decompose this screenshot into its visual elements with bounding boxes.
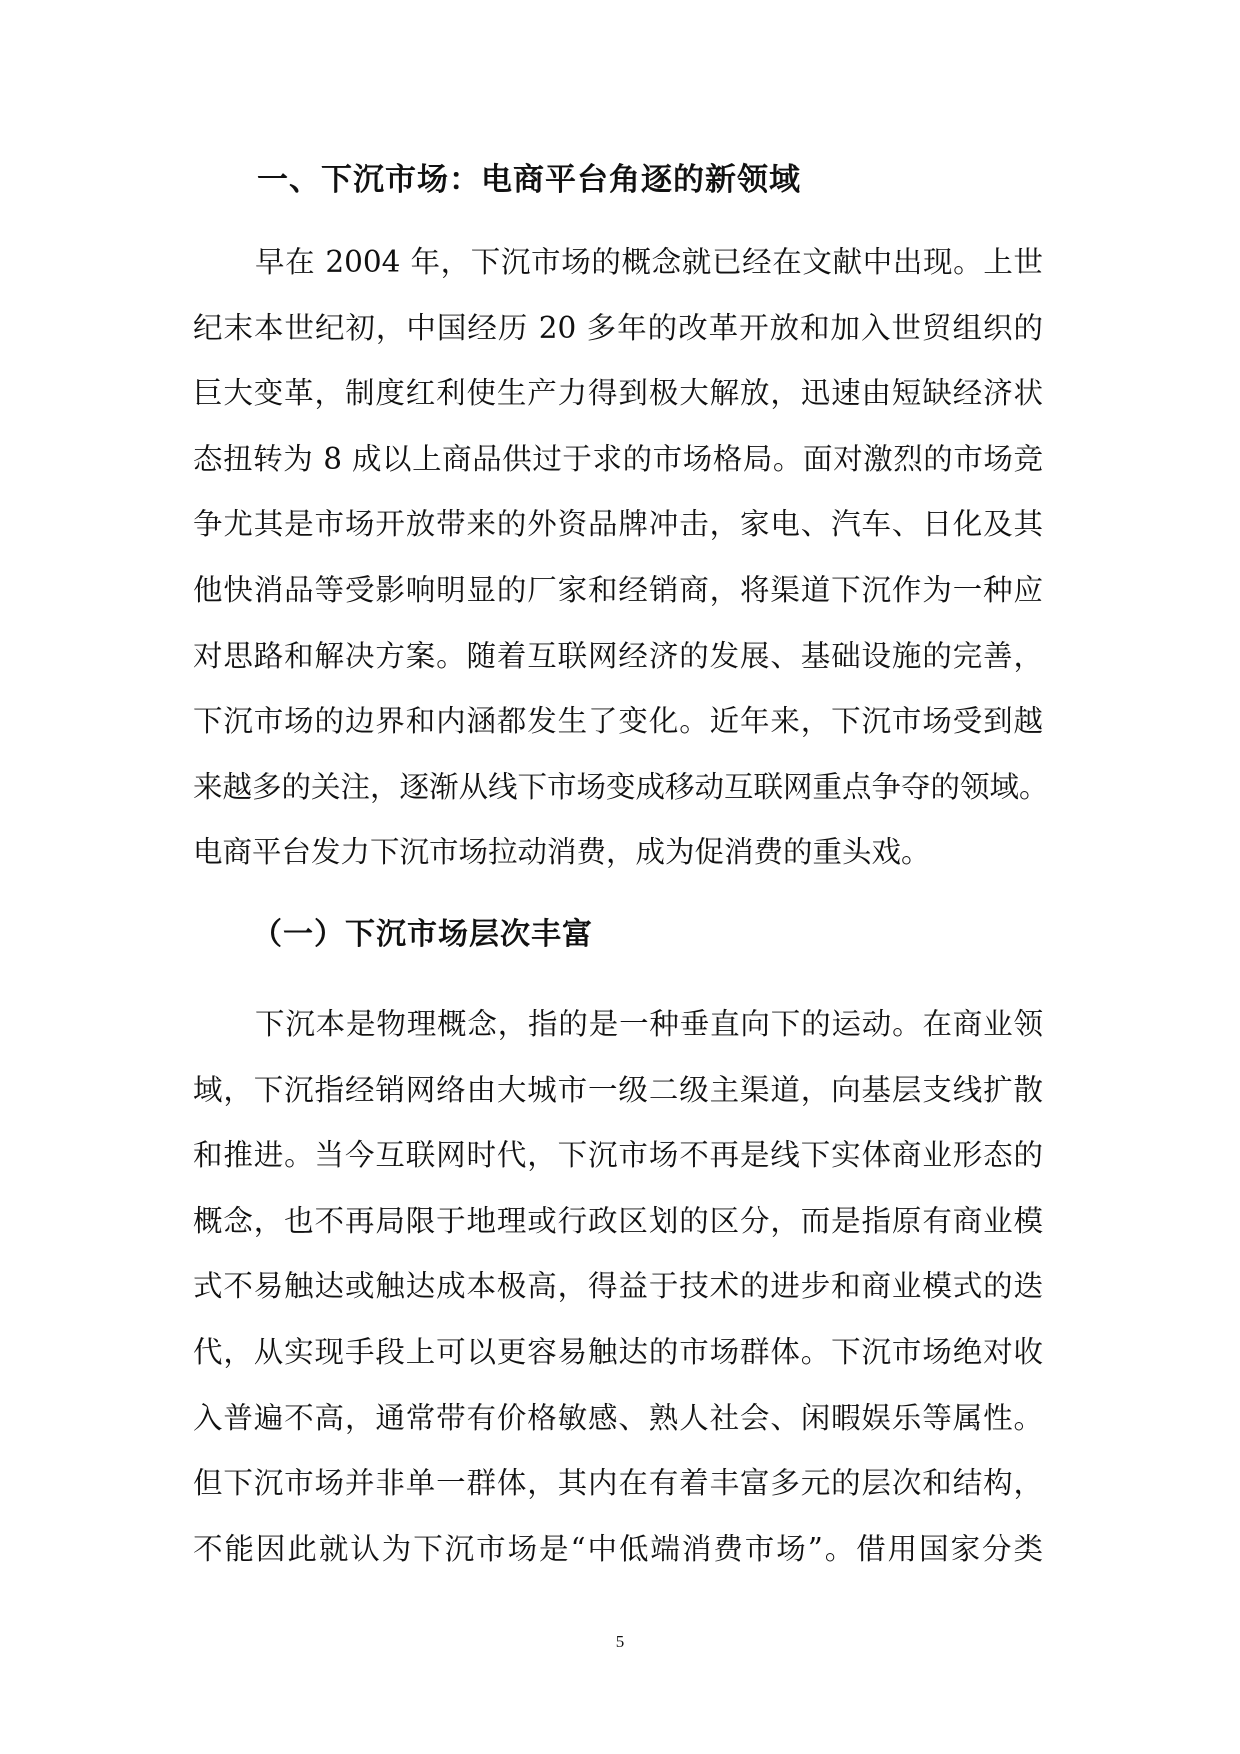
subsection-heading: （一）下沉市场层次丰富: [252, 917, 593, 952]
subsection-paragraph: [193, 992, 1043, 1582]
paragraph-line: 电商平台发力下沉市场拉动消费，成为促消费的重头戏。: [193, 835, 931, 870]
page-number: 5: [615, 1632, 625, 1651]
paragraph-line: 下沉市场的边界和内涵都发生了变化。近年来，下沉市场受到越: [193, 704, 1043, 739]
paragraph-line: 不能因此就认为下沉市场是“中低端消费市场”。借用国家分类: [193, 1531, 1043, 1566]
paragraph-line: 下沉本是物理概念，指的是一种垂直向下的运动。在商业领: [255, 1007, 1043, 1041]
paragraph-line: 入普遍不高，通常带有价格敏感、熟人社会、闲暇娱乐等属性。: [193, 1400, 1043, 1435]
paragraph-line: 早在 2004 年，下沉市场的概念就已经在文献中出现。上世: [255, 245, 1043, 279]
paragraph-line: 来越多的关注，逐渐从线下市场变成移动互联网重点争夺的领域。: [193, 769, 1049, 804]
paragraph-line: 纪末本世纪初，中国经历 20 多年的改革开放和加入世贸组织的: [193, 310, 1043, 345]
section-heading: 一、下沉市场：电商平台角逐的新领域: [257, 162, 801, 198]
paragraph-line: 概念，也不再局限于地理或行政区划的区分，而是指原有商业模: [193, 1203, 1043, 1238]
paragraph-line: 他快消品等受影响明显的厂家和经销商，将渠道下沉作为一种应: [193, 572, 1043, 607]
paragraph-line: 态扭转为 8 成以上商品供过于求的市场格局。面对激烈的市场竞: [193, 441, 1043, 476]
paragraph-line: 但下沉市场并非单一群体，其内在有着丰富多元的层次和结构，: [193, 1466, 1043, 1501]
paragraph-line: 代，从实现手段上可以更容易触达的市场群体。下沉市场绝对收: [193, 1334, 1043, 1369]
paragraph-line: 式不易触达或触达成本极高，得益于技术的进步和商业模式的迭: [193, 1269, 1043, 1304]
paragraph-line: 对思路和解决方案。随着互联网经济的发展、基础设施的完善，: [193, 638, 1043, 673]
section-paragraph: [193, 230, 1049, 886]
paragraph-line: 和推进。当今互联网时代，下沉市场不再是线下实体商业形态的: [193, 1138, 1043, 1173]
paragraph-line: 巨大变革，制度红利使生产力得到极大解放，迅速由短缺经济状: [193, 376, 1043, 411]
paragraph-line: 争尤其是市场开放带来的外资品牌冲击，家电、汽车、日化及其: [193, 507, 1043, 542]
paragraph-line: 域，下沉指经销网络由大城市一级二级主渠道，向基层支线扩散: [193, 1072, 1043, 1107]
